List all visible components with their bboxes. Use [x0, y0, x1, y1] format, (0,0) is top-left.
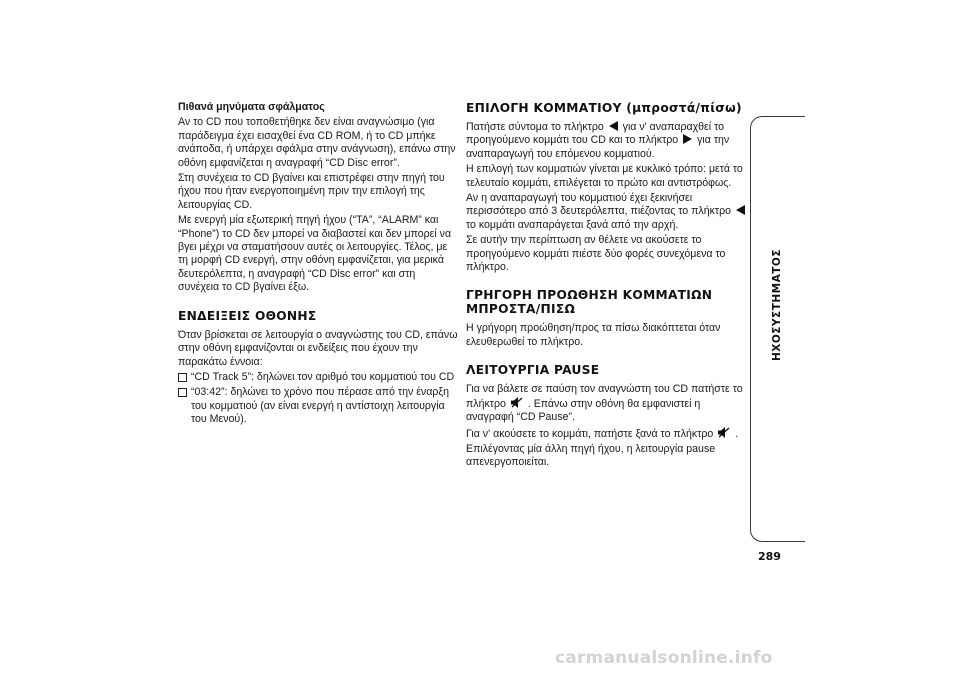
checkbox-bullet-icon: [178, 388, 187, 397]
speaker-mute-icon: [718, 427, 730, 438]
checkbox-bullet-icon: [178, 373, 187, 382]
paragraph: Στη συνέχεια το CD βγαίνει και επιστρέφει στην πηγή του ήχου που ήταν ενεργοποιημένη πριν την επιλογή της λειτουργίας CD.: [178, 172, 445, 211]
section-tab-label: ΗΧΟΣΥΣΤΗΜΑΤΟΣ: [771, 248, 783, 362]
paragraph: [466, 427, 748, 441]
watermark: carmanualsonline.info: [555, 648, 773, 668]
paragraph: [466, 121, 748, 161]
text-run: Πατήστε σύντομα το πλήκτρο: [466, 121, 604, 133]
list-item: [178, 371, 458, 384]
left-column: [178, 101, 458, 429]
triangle-left-icon: [609, 121, 618, 131]
paragraph: Επιλέγοντας μία άλλη πηγή ήχου, η λειτουργία pause απενεργοποιείται.: [466, 442, 716, 469]
paragraph: Σε αυτήν την περίπτωση αν θέλετε να ακούσετε το προηγούμενο κομμάτι πιέστε δύο φορές συνεχόμενα το πλήκτρο.: [466, 234, 726, 274]
paragraph: Με ενεργή μία εξωτερική πηγή ήχου (“TA”, “ALARM” και “Phone”) το CD δεν μπορεί να διαβαστεί και δεν μπορεί να βγει μέχρι να σταματήσουν αυτές οι λειτουργίες. Τέλος, με τη μορφή CD ενεργή, στην οθόνη εμφανίζεται, για μερικά δευτερόλεπτα, η αναγραφή “CD Disc error” και στη συνέχεια το CD βγαίνει έξω.: [178, 214, 452, 294]
display-indications-heading: ΕΝΔΕΙΞΕΙΣ ΟΘΟΝΗΣ: [178, 308, 317, 323]
text-run: το κομμάτι αναπαράγεται ξανά από την αρχή.: [466, 218, 679, 231]
text-run: για την αναπαραγωγή του επόμενου κομματιού.: [466, 134, 730, 160]
text-run: Για να βάλετε σε παύση τον αναγνώστη του CD πατήστε το πλήκτρο: [466, 383, 743, 410]
paragraph: Όταν βρίσκεται σε λειτουργία ο αναγνώστης του CD, επάνω στην οθόνη εμφανίζονται οι ενδείξεις που έχουν την παρακάτω έννοια:: [178, 328, 458, 368]
right-column: [466, 101, 748, 472]
list-item-text: “03:42”: δηλώνει το χρόνο που πέρασε από την έναρξη του κομματιού (αν είναι ενεργή η αντίστοιχη λειτουργία του Μενού).: [191, 386, 450, 426]
triangle-right-icon: [683, 134, 692, 144]
pause-heading: ΛΕΙΤΟΥΡΓΙΑ PAUSE: [466, 363, 600, 378]
paragraph: [466, 192, 748, 232]
paragraph: Η γρήγορη προώθηση/προς τα πίσω διακόπτεται όταν ελευθερωθεί το πλήκτρο.: [466, 322, 721, 348]
paragraph: Αν το CD που τοποθετήθηκε δεν είναι αναγνώσιμο (για παράδειγμα έχει εισαχθεί ένα CD ROM, ή το CD μπήκε ανάποδα, ή υπάρχει σφάλμα στην ανάγνωση), επάνω στην οθόνη εμφανίζεται η αναγραφή “CD Disc error”.: [178, 116, 456, 169]
error-messages-subheading: Πιθανά μηνύματα σφάλματος: [178, 101, 325, 113]
triangle-left-icon: [736, 205, 745, 215]
track-selection-heading: ΕΠΙΛΟΓΗ ΚΟΜΜΑΤΙΟΥ (μπροστά/πίσω): [466, 101, 742, 115]
list-item-text: “CD Track 5”: δηλώνει τον αριθμό του κομματιού του CD: [191, 370, 455, 383]
text-run: Για ν' ακούσετε το κομμάτι, πατήστε ξανά το πλήκτρο: [466, 427, 714, 440]
text-run: για ν' αναπαραχθεί το προηγούμενο κομμάτι του CD και το πλήκτρο: [466, 121, 725, 147]
page-number: 289: [758, 550, 781, 563]
paragraph: Η επιλογή των κομματιών γίνεται με κυκλικό τρόπο: μετά το τελευταίο κομμάτι, επιλέγεται το πρώτο και αντιστρόφως.: [466, 163, 743, 189]
text-run: . Επάνω στην οθόνη θα εμφανιστεί η αναγραφή “CD Pause”.: [466, 397, 701, 424]
list-item: [178, 386, 458, 426]
text-run: .: [735, 427, 739, 440]
fast-forward-heading: ΓΡΗΓΟΡΗ ΠΡΟΩΘΗΣΗ ΚΟΜΜΑΤΙΩΝ ΜΠΡΟΣΤΑ/ΠΙΣΩ: [466, 288, 713, 317]
speaker-mute-icon: [511, 397, 523, 408]
text-run: Αν η αναπαραγωγή του κομματιού έχει ξεκινήσει περισσότερο από 3 δευτερόλεπτα, πιέζοντας το πλήκτρο: [466, 192, 732, 218]
paragraph: [466, 383, 748, 424]
